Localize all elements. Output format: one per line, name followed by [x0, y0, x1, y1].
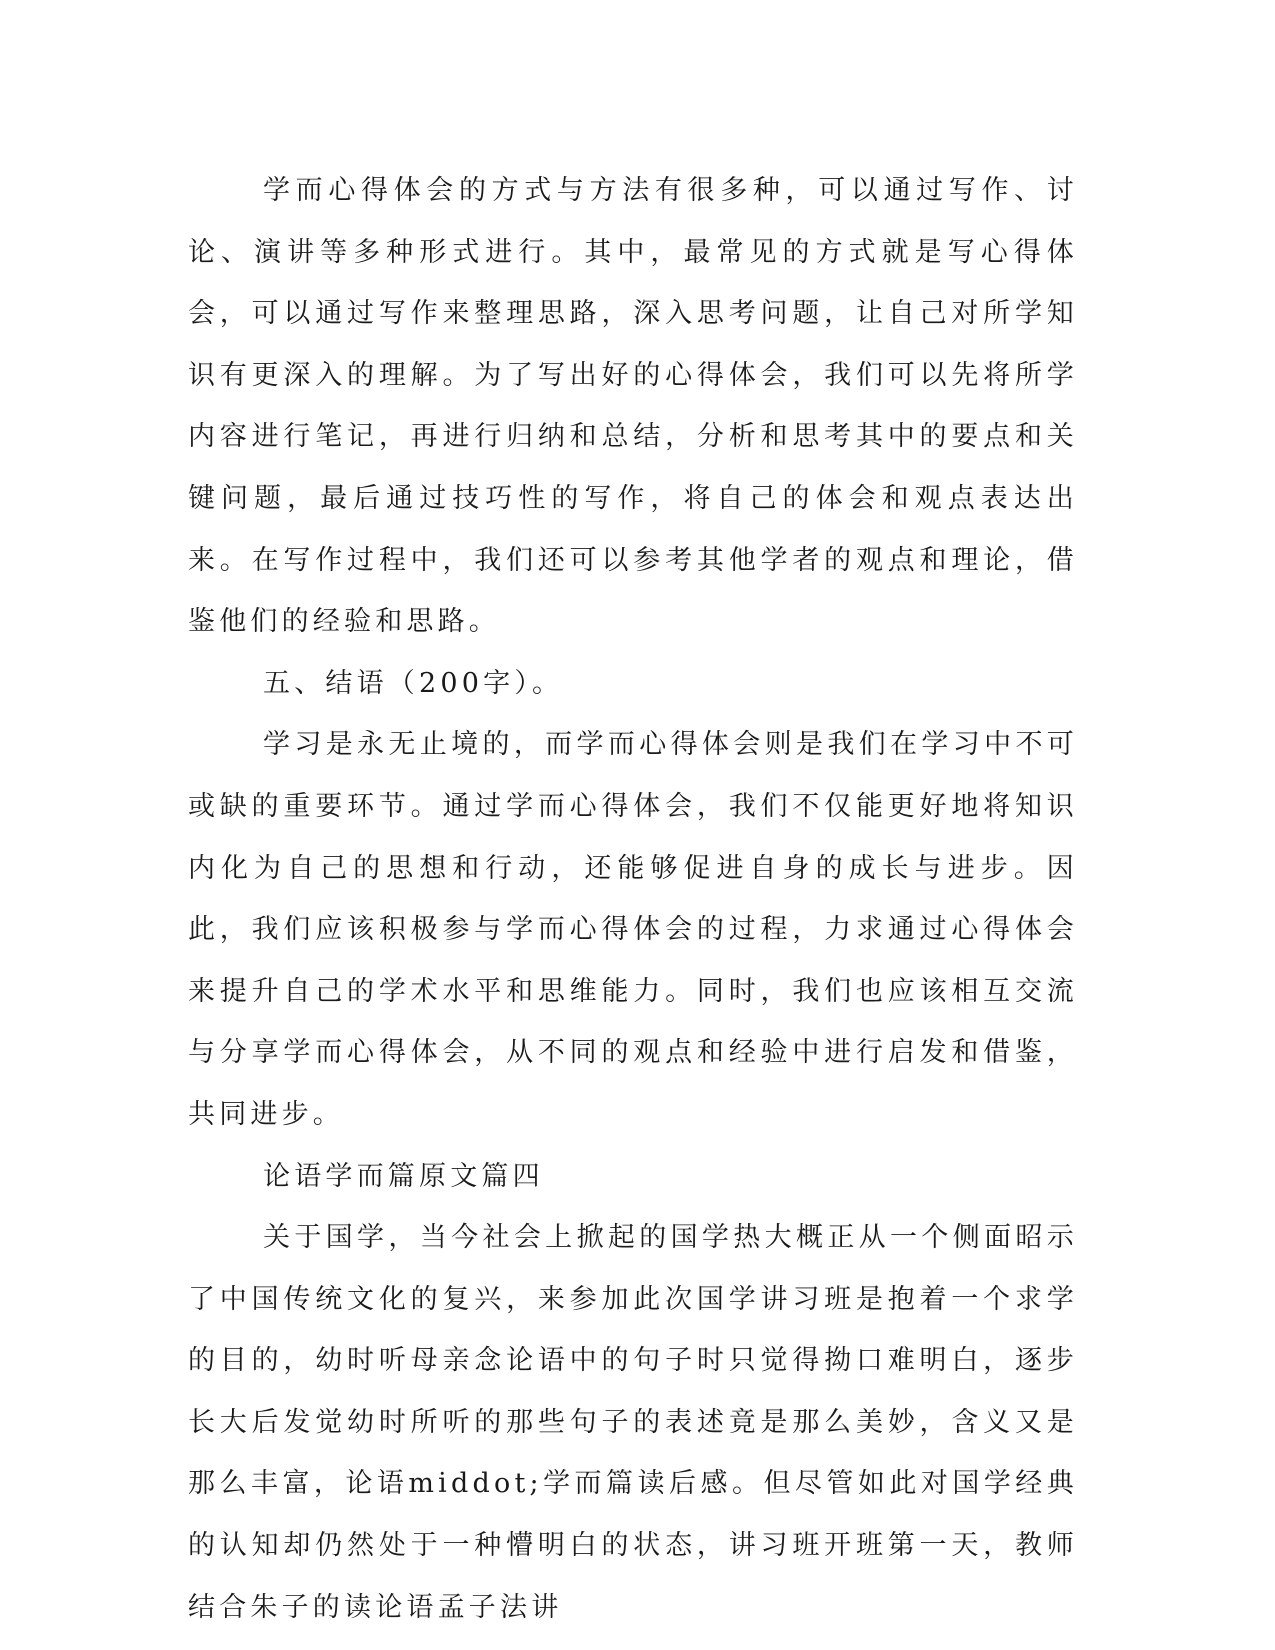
section-heading-conclusion: 五、结语（200字）。 — [263, 667, 564, 699]
section-heading-part-four: 论语学而篇原文篇四 — [263, 1160, 544, 1192]
document-body — [188, 160, 1078, 1638]
paragraph-conclusion: 学习是永无止境的，而学而心得体会则是我们在学习中不可或缺的重要环节。通过学而心得体会，我们不仅能更好地将知识内化为自己的思想和行动，还能够促进自身的成长与进步。因此，我们应该积极参与学而心得体会的过程，力求通过心得体会来提升自己的学术水平和思维能力。同时，我们也应该相互交流与分享学而心得体会，从不同的观点和经验中进行启发和借鉴，共同进步。 — [188, 729, 1078, 1130]
paragraph-guoxue: 关于国学，当今社会上掀起的国学热大概正从一个侧面昭示了中国传统文化的复兴，来参加此次国学讲习班是抱着一个求学的目的，幼时听母亲念论语中的句子时只觉得拗口难明白，逐步长大后发觉幼时所听的那些句子的表述竟是那么美妙，含义又是那么丰富，论语middot;学而篇读后感。但尽管如此对国学经典的认知却仍然处于一种懵明白的状态，讲习班开班第一天，教师结合朱子的读论语孟子法讲 — [188, 1222, 1078, 1623]
paragraph-writing-methods: 学而心得体会的方式与方法有很多种，可以通过写作、讨论、演讲等多种形式进行。其中，最常见的方式就是写心得体会，可以通过写作来整理思路，深入思考问题，让自己对所学知识有更深入的理解。为了写出好的心得体会，我们可以先将所学内容进行笔记，再进行归纳和总结，分析和思考其中的要点和关键问题，最后通过技巧性的写作，将自己的体会和观点表达出来。在写作过程中，我们还可以参考其他学者的观点和理论，借鉴他们的经验和思路。 — [188, 175, 1078, 638]
